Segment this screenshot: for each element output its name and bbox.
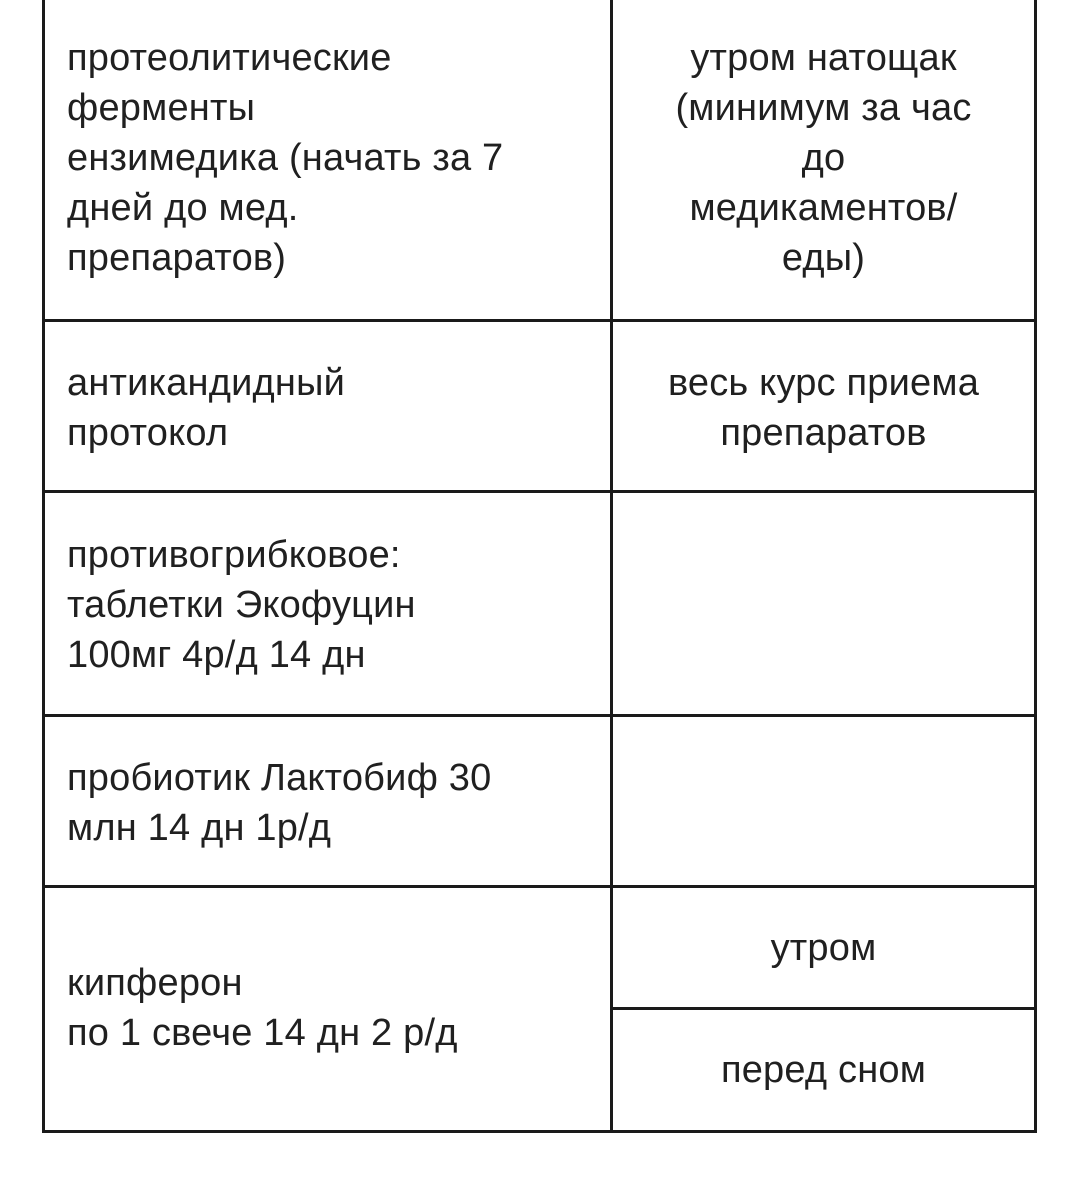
- cell-text-line: еды): [781, 237, 866, 279]
- row-2-item-cell: [67, 358, 597, 458]
- cell-text-line: дней до мед.: [67, 187, 299, 229]
- row-divider: [45, 885, 1034, 888]
- row-1-item-cell: [67, 33, 597, 283]
- cell-text-line: медикаментов/: [689, 187, 958, 229]
- cell-text-line: противогрибковое:: [67, 534, 401, 576]
- cell-text-line: млн 14 дн 1р/д: [67, 807, 332, 849]
- cell-text-line: препаратов: [720, 412, 927, 454]
- cell-text-line: утром натощак: [690, 37, 957, 79]
- cell-text-line: антикандидный: [67, 362, 346, 404]
- cell-text-line: протокол: [67, 412, 229, 454]
- subcell-divider: [613, 1007, 1034, 1010]
- row-4-item-cell: [67, 753, 597, 853]
- cell-text-line: таблетки Экофуцин: [67, 584, 416, 626]
- cell-text-line: по 1 свече 14 дн 2 р/д: [67, 1012, 458, 1054]
- cell-text-line: до: [801, 137, 846, 179]
- row-3-item-cell: [67, 530, 597, 680]
- row-5-item-cell: [67, 958, 597, 1058]
- row-divider: [45, 490, 1034, 493]
- row-divider: [45, 319, 1034, 322]
- row-1-timing-cell: [613, 33, 1034, 283]
- row-2-timing-cell: [613, 358, 1034, 458]
- cell-text-line: пробиотик Лактобиф 30: [67, 757, 492, 799]
- row-5-timing-bedtime-cell: [613, 1045, 1034, 1095]
- schedule-table: [42, 0, 1037, 1133]
- cell-text-line: протеолитические: [67, 37, 392, 79]
- cell-text-line: весь курс приема: [667, 362, 980, 404]
- cell-text-line: утром: [770, 927, 877, 969]
- cell-text-line: ензимедика (начать за 7: [67, 137, 504, 179]
- cell-text-line: 100мг 4р/д 14 дн: [67, 634, 366, 676]
- cell-text-line: (минимум за час: [675, 87, 972, 129]
- cell-text-line: перед сном: [720, 1049, 927, 1091]
- cell-text-line: кипферон: [67, 962, 243, 1004]
- cell-text-line: ферменты: [67, 87, 256, 129]
- row-divider: [45, 714, 1034, 717]
- cell-text-line: препаратов): [67, 237, 287, 279]
- row-5-timing-morning-cell: [613, 923, 1034, 973]
